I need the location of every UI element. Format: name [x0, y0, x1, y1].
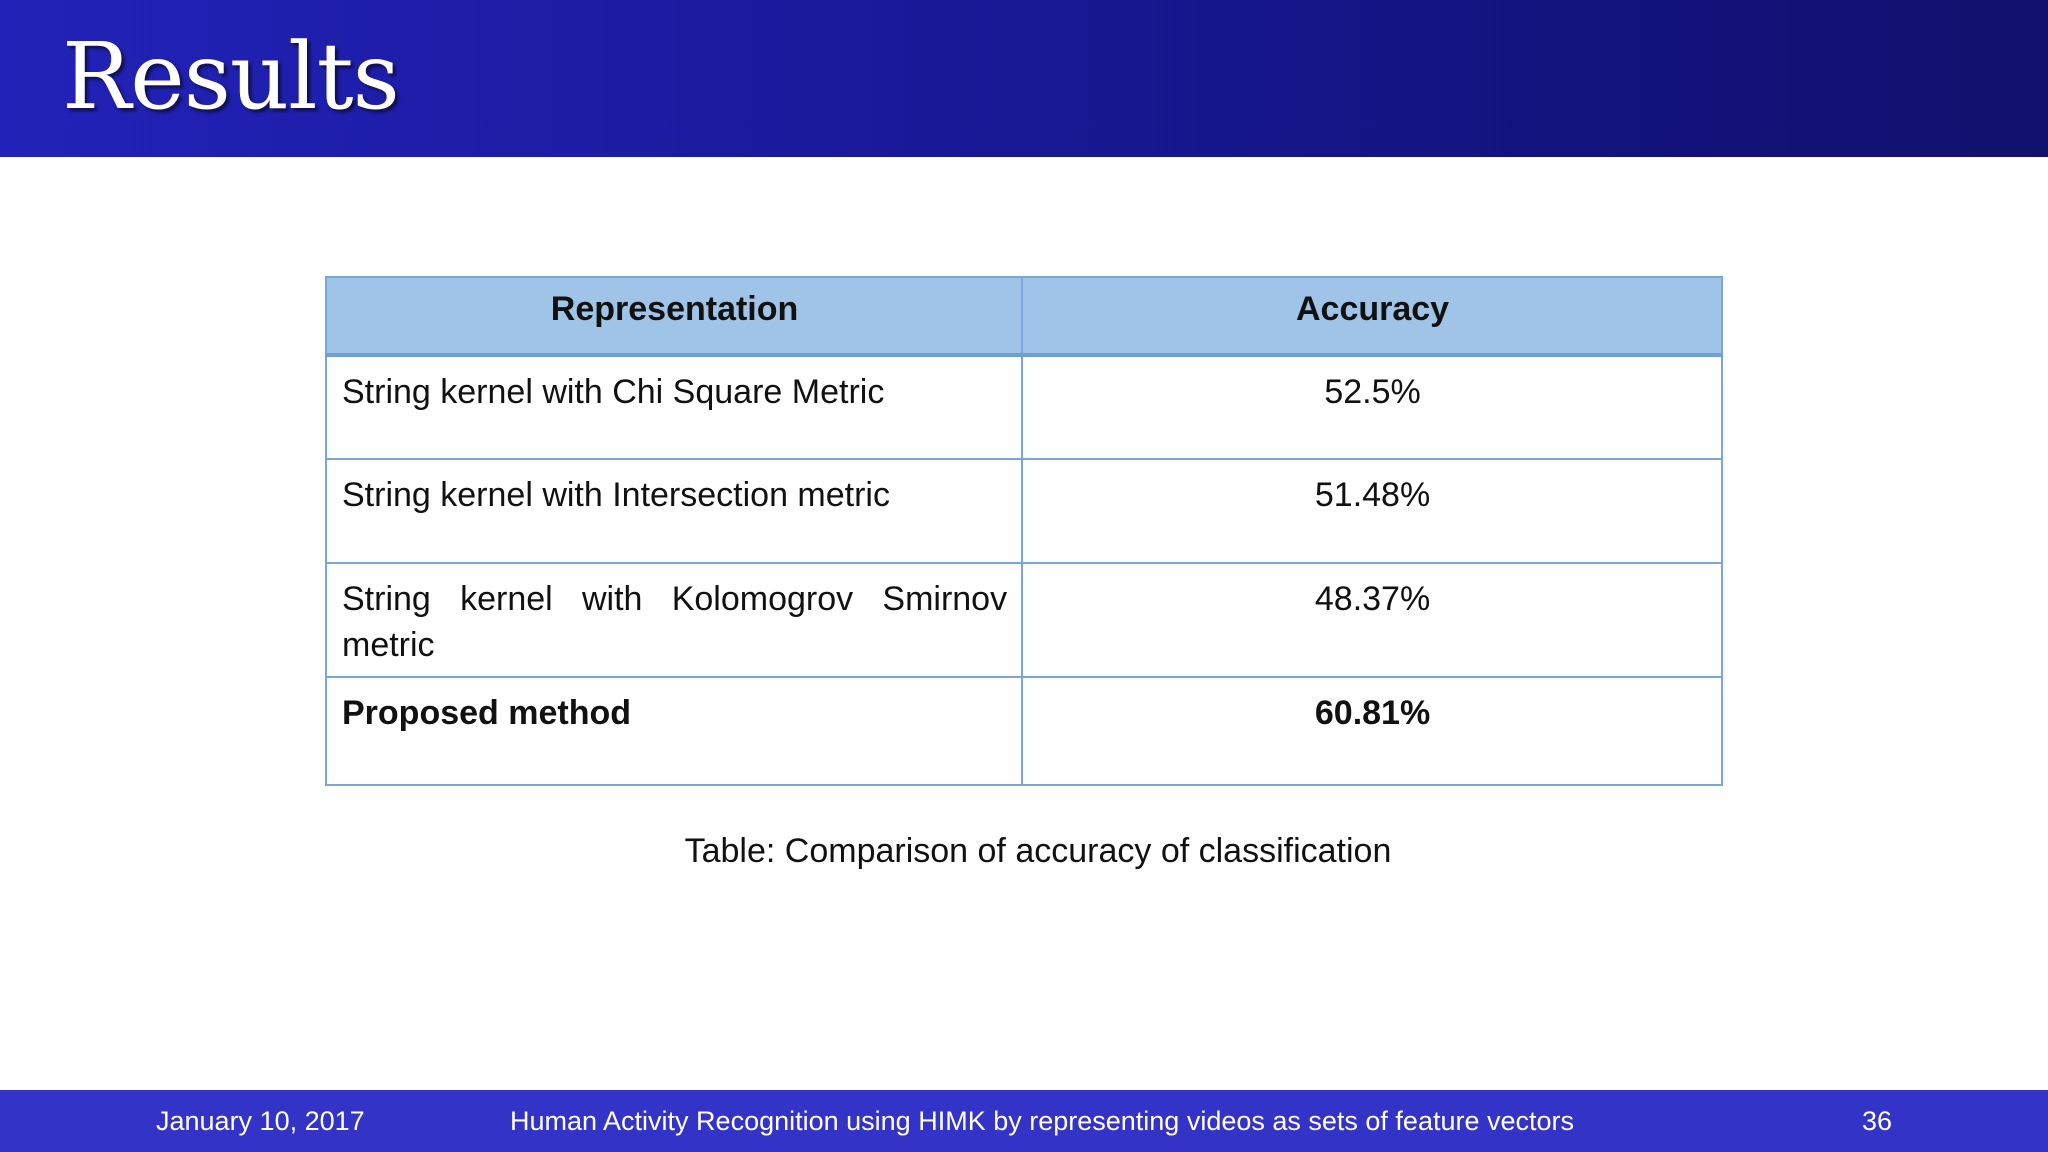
title-bar [0, 0, 2048, 157]
cell-accuracy: 52.5% [1022, 355, 1722, 459]
header-accuracy: Accuracy [1022, 277, 1722, 355]
table-row-proposed [326, 677, 1722, 785]
table-row [326, 459, 1722, 563]
page-number: 36 [1862, 1106, 1893, 1136]
cell-accuracy: 60.81% [1022, 677, 1722, 785]
cell-representation: String kernel with Intersection metric [326, 459, 1022, 563]
cell-accuracy: 48.37% [1022, 563, 1722, 677]
cell-representation: Proposed method [326, 677, 1022, 785]
cell-representation: String kernel with Chi Square Metric [326, 355, 1022, 459]
header-representation: Representation [326, 277, 1022, 355]
cell-representation: String kernel with Kolomogrov Smirnov metric [326, 563, 1022, 677]
table-row [326, 355, 1722, 459]
table-caption: Table: Comparison of accuracy of classification [684, 832, 1392, 870]
results-table [325, 276, 1723, 786]
footer-bar [0, 1090, 2048, 1152]
table-row [326, 563, 1722, 677]
footer-date: January 10, 2017 [156, 1106, 365, 1136]
slide-title: Results [62, 23, 399, 130]
table-header-row [326, 277, 1722, 355]
footer-title: Human Activity Recognition using HIMK by representing videos as sets of feature vectors [510, 1106, 1575, 1136]
cell-accuracy: 51.48% [1022, 459, 1722, 563]
